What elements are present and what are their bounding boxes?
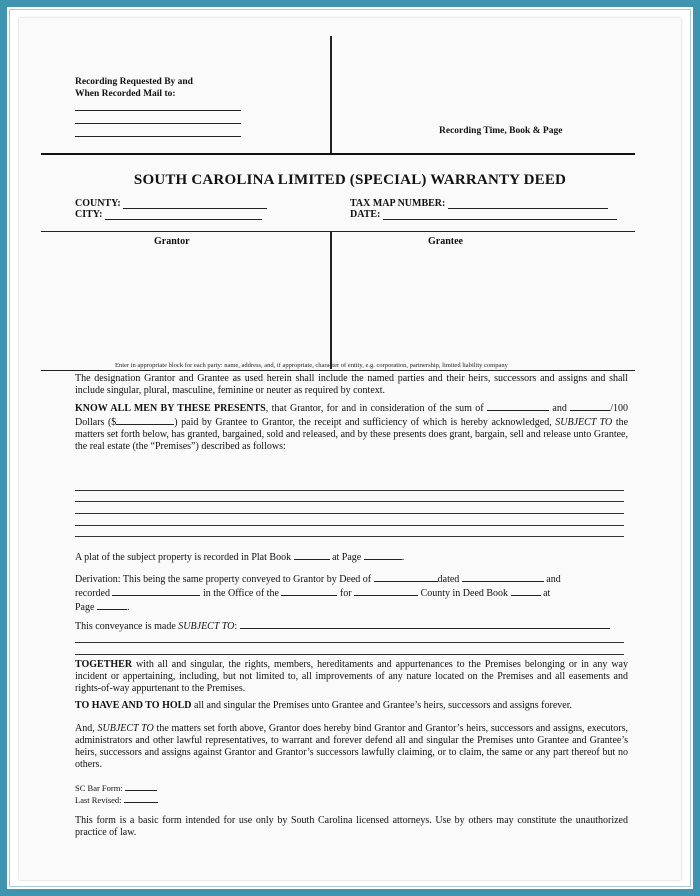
deed-page-input[interactable] — [97, 600, 127, 610]
grantee-box[interactable] — [332, 246, 632, 364]
know-all-text-2: /100 Dollars ($ — [75, 403, 629, 428]
know-all-heading: KNOW ALL MEN BY THESE PRESENTS — [75, 403, 266, 414]
know-all-text-4: the matters set forth below, has granted, bargained, sold and released, and by these presents does grant, bargain, sell and release unto Grantee, the real estate (the “Premises”) described as follows: — [75, 417, 629, 452]
recording-time-label: Recording Time, Book & Page — [439, 126, 563, 136]
conveyance-paragraph: This conveyance is made SUBJECT TO: — [75, 619, 628, 633]
plat-page-input[interactable] — [364, 550, 402, 560]
derivation-dated: dated — [437, 574, 460, 585]
grantor-heading: Grantor — [154, 236, 190, 247]
designation-paragraph: The designation Grantor and Grantee as used herein shall include the named parties and their heirs, successors and assigns and shall include singular, plural, masculine, feminine or neuter as required by context. — [75, 373, 628, 396]
last-revised — [75, 794, 158, 806]
county-field — [75, 198, 267, 209]
warranty-text: the matters set forth above, Grantor does hereby bind Grantor and Grantor’s heirs, successors and assigns, executors, administrators and other lawful representatives, to warrant and forever defend all and singular the Premises unto Grantee and Grantee’s heirs, successors and assigns against Grantor and Grantor’s successors lawfully claiming, or to claim, the same or any part thereof but no others. — [75, 723, 629, 770]
description-line-4[interactable] — [75, 525, 624, 526]
conveyance-text: This conveyance is made — [75, 621, 176, 632]
conveyance-subject-to: SUBJECT TO — [178, 621, 235, 632]
know-all-paragraph — [75, 401, 628, 453]
have-hold-text: all and singular the Premises unto Grantee and Grantee’s heirs, successors and assigns forever. — [194, 700, 572, 711]
derivation-page: Page — [75, 602, 95, 613]
grantee-heading: Grantee — [428, 236, 463, 247]
derivation-for: for — [339, 588, 352, 599]
warranty-paragraph — [75, 723, 628, 771]
city-field — [75, 209, 262, 220]
deed-grantor-input[interactable] — [374, 572, 438, 582]
derivation-paragraph: Derivation: This being the same property conveyed to Grantor by Deed of dated and recorded in the Office of the for County in Deed Book at Page . — [75, 574, 561, 613]
have-hold-heading: TO HAVE AND TO HOLD — [75, 700, 192, 711]
deed-book-input[interactable] — [511, 586, 541, 596]
derivation-text-1: Derivation: This being the same property conveyed to Grantor by Deed of — [75, 574, 372, 585]
plat-paragraph: A plat of the subject property is recorded in Plat Book at Page . — [75, 552, 405, 563]
consideration-amount-number[interactable] — [116, 415, 174, 425]
together-text: with all and singular, the rights, members, hereditaments and appurtenances to the Premises belonging or in any way incident or appertaining, including, but not limited to, all improvements of any nature located on the Premises and all easements and rights-of-way appurtenant to the Premises. — [75, 659, 628, 694]
warranty-subject-to: SUBJECT TO — [97, 723, 154, 734]
know-all-and: and — [552, 403, 567, 414]
know-all-text-1: , that Grantor, for and in consideration of the sum of — [265, 403, 484, 414]
party-instruction: Enter in appropriate block for each party: name, address, and, if appropriate, character of entity, e.g. corporation, partnership, limited liability company — [115, 362, 508, 369]
grantor-box[interactable] — [41, 246, 329, 364]
recorded-date-input[interactable] — [112, 586, 200, 596]
know-all-text-3: ) paid by Grantee to Grantor, the receipt and sufficiency of which is hereby acknowledged, — [174, 417, 552, 428]
county-input[interactable] — [123, 199, 267, 209]
sc-bar-form-label: SC Bar Form: — [75, 783, 123, 793]
parties-top-rule — [41, 231, 635, 232]
page-title: SOUTH CAROLINA LIMITED (SPECIAL) WARRANTY DEED — [133, 172, 567, 188]
plat-text-1: A plat of the subject property is recorded in Plat Book — [75, 552, 292, 563]
together-heading: TOGETHER — [75, 659, 133, 670]
derivation-county: County in Deed Book — [420, 588, 509, 599]
plat-book-input[interactable] — [294, 550, 330, 560]
recording-divider — [330, 36, 332, 153]
footer-notice: This form is a basic form intended for use only by South Carolina licensed attorneys. Use by others may constitute the unauthorized practice of law. — [75, 815, 628, 838]
deed-date-input[interactable] — [462, 572, 544, 582]
county-label: COUNTY: — [75, 198, 121, 209]
conveyance-line-3[interactable] — [75, 654, 624, 655]
last-revised-input[interactable] — [124, 794, 158, 803]
tax-map-input[interactable] — [448, 199, 608, 209]
derivation-recorded: recorded — [75, 588, 110, 599]
sc-bar-form — [75, 782, 158, 794]
city-input[interactable] — [105, 210, 262, 220]
recording-requested-line1: Recording Requested By and — [75, 77, 193, 87]
recording-requested-label — [75, 76, 193, 100]
description-line-5[interactable] — [75, 536, 624, 537]
derivation-office: in the Office of the — [202, 588, 279, 599]
date-input[interactable] — [383, 210, 617, 220]
mail-to-line-2 — [75, 123, 241, 124]
header-rule — [41, 153, 635, 155]
date-label: DATE: — [350, 209, 381, 220]
consideration-cents[interactable] — [570, 401, 610, 411]
county-name-input[interactable] — [354, 586, 418, 596]
last-revised-label: Last Revised: — [75, 795, 122, 805]
sc-bar-form-input[interactable] — [125, 782, 157, 791]
together-paragraph — [75, 659, 628, 695]
deed-page — [19, 18, 681, 880]
recording-requested-line2: When Recorded Mail to: — [75, 89, 176, 99]
warranty-prefix: And, — [75, 723, 95, 734]
tax-map-label: TAX MAP NUMBER: — [350, 198, 446, 209]
plat-text-2: at Page — [332, 552, 362, 563]
conveyance-line-2[interactable] — [75, 642, 624, 643]
consideration-amount-words[interactable] — [487, 401, 549, 411]
city-label: CITY: — [75, 209, 103, 220]
office-input[interactable] — [281, 586, 337, 596]
derivation-at: at — [543, 588, 551, 599]
description-line-2[interactable] — [75, 501, 624, 502]
derivation-and: and — [546, 574, 561, 585]
tax-map-field — [350, 198, 608, 209]
mail-to-line-3 — [75, 136, 241, 137]
description-line-1[interactable] — [75, 490, 624, 491]
parties-bottom-rule — [41, 370, 635, 371]
mail-to-line-1 — [75, 110, 241, 111]
subject-to-italic: SUBJECT TO — [555, 417, 613, 428]
description-line-3[interactable] — [75, 513, 624, 514]
have-hold-paragraph — [75, 700, 628, 712]
form-info — [75, 782, 158, 806]
conveyance-exceptions-input[interactable] — [240, 619, 610, 629]
date-field — [350, 209, 617, 220]
